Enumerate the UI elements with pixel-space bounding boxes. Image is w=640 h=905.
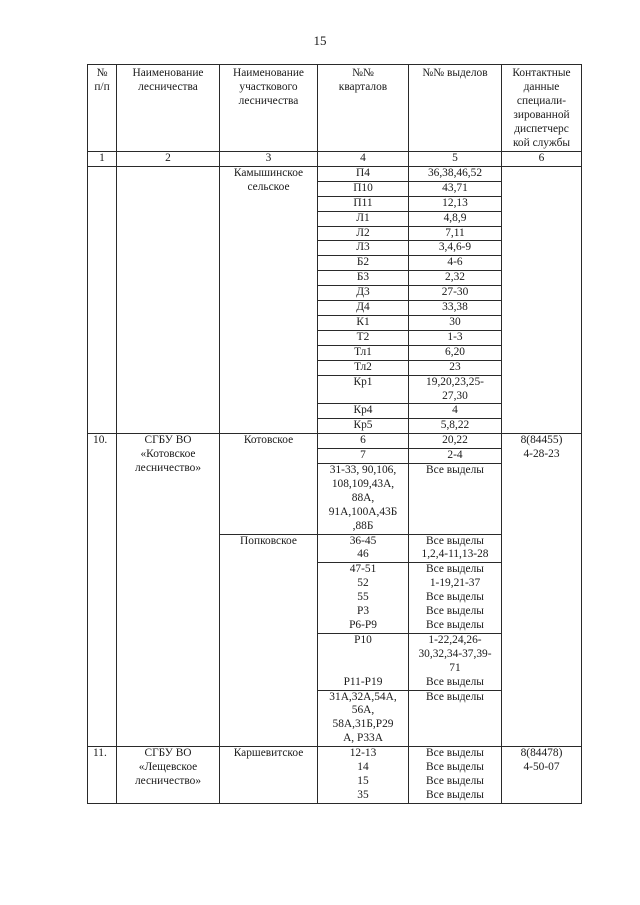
header-forestry [117,65,220,152]
quarters-cell-line: 6 [360,434,366,447]
plots-cell-line: Все выделы [426,761,484,774]
forestry-name [117,747,220,804]
forestry-name-line: лесничество» [134,462,202,475]
column-number: 6 [502,152,582,167]
quarters-cell [318,301,409,316]
quarters-cell-line: 91А,100А,43Б [328,505,398,518]
entry-num [88,747,117,804]
plots-cell-line: 1-3 [447,330,463,343]
quarters-cell-line: 31-33, 90,106, [329,464,397,477]
plots-cell [409,419,502,434]
entry-num-line: 10. [93,434,108,447]
quarters-cell-line: 14 [357,761,369,774]
quarters-cell [318,271,409,286]
plots-cell [409,449,502,464]
district-name-line: сельское [247,180,290,193]
contacts-cell [502,434,582,747]
quarters-cell-line: Р11-Р19 [343,675,383,688]
quarters-cell [318,286,409,301]
column-number: 1 [88,152,117,167]
plots-cell [409,226,502,241]
quarters-cell [318,345,409,360]
header-forestry-line: лесничества [138,80,198,93]
quarters-cell-line: Кр5 [353,419,373,432]
plots-cell-line: 43,71 [442,181,468,194]
quarters-cell [318,434,409,449]
quarters-cell-line: Тл2 [354,360,372,373]
plots-cell-line: 33,38 [442,301,468,314]
entry-num [88,166,117,433]
quarters-cell [318,315,409,330]
forestry-name-line: «Лещевское [138,761,198,774]
plots-cell-line: Все выделы [426,563,484,576]
quarters-cell [318,256,409,271]
header-plots [409,65,502,152]
plots-cell-line: 5,8,22 [440,419,470,432]
column-number: 4 [318,152,409,167]
quarters-cell-line: Л1 [356,211,370,224]
entry-num [88,434,117,747]
header-district-line: лесничества [238,94,299,107]
quarters-cell-line: К1 [356,315,370,328]
quarters-cell-line: ,88Б [352,519,374,532]
forestry-table [87,64,582,804]
district-name-line: Каршевитское [233,747,304,760]
quarters-cell-line: Д3 [356,286,370,299]
plots-cell [409,534,502,563]
plots-cell-line: 1-19,21-37 [429,577,481,590]
quarters-cell [318,241,409,256]
header-num-line: п/п [94,80,110,93]
forestry-name [117,434,220,747]
quarters-cell-line: Тл1 [354,345,372,358]
quarters-cell [318,375,409,404]
plots-cell [409,747,502,804]
quarters-cell [318,166,409,181]
header-contacts [502,65,582,152]
header-row [88,65,582,152]
plots-cell [409,256,502,271]
plots-cell-line: 1,2,4-11,13-28 [421,548,489,561]
plots-cell-line: 20,22 [442,434,468,447]
quarters-cell-line: П10 [353,181,373,194]
quarters-cell [318,690,409,747]
contacts-cell-line: 8(84478) [520,747,563,760]
quarters-cell-line: Т2 [356,330,370,343]
quarters-cell-line: Л2 [356,226,370,239]
quarters-cell-line: Кр4 [353,404,373,417]
quarters-cell [318,464,409,535]
quarters-cell-line: Р3 [356,605,370,618]
plots-cell-line: Все выделы [426,605,484,618]
plots-cell [409,464,502,535]
plots-cell-line: 4-6 [447,256,463,269]
quarters-cell-line: 31А,32А,54А, [329,690,397,703]
plots-cell-line: 27,30 [442,389,468,402]
district-name [220,166,318,433]
plots-cell [409,563,502,634]
column-number: 5 [409,152,502,167]
quarters-cell-line: А, Р33А [343,732,383,745]
quarters-cell [318,534,409,563]
quarters-cell-line: Р10 [354,633,372,646]
plots-cell-line: 2,32 [445,271,465,284]
contacts-cell [502,166,582,433]
quarters-cell-line: 15 [357,774,369,787]
quarters-cell [318,330,409,345]
plots-cell-line: 12,13 [442,196,468,209]
plots-cell [409,286,502,301]
quarters-cell-line: П11 [353,196,373,209]
plots-cell [409,404,502,419]
quarters-cell [318,226,409,241]
quarters-cell [318,747,409,804]
quarters-cell [318,404,409,419]
plots-cell-line: 30 [449,315,461,328]
header-forestry-line: Наименование [132,67,204,79]
district-name-line: Попковское [240,534,297,547]
plots-cell-line: 23 [449,360,461,373]
column-number: 2 [117,152,220,167]
table-row [88,747,582,804]
header-contacts-line: Контактные [512,67,571,79]
quarters-cell [318,633,409,690]
plots-cell [409,360,502,375]
quarters-cell-line: П4 [356,166,370,179]
plots-cell-line: Все выделы [426,591,484,604]
quarters-cell-line [320,662,406,676]
header-quarters [318,65,409,152]
plots-cell-line: 71 [449,661,461,674]
district-name-line: Котовское [243,434,294,447]
contacts-cell-line: 4-28-23 [523,448,560,461]
plots-cell-line: Все выделы [426,690,484,703]
plots-cell-line: Все выделы [426,464,484,477]
plots-cell [409,633,502,690]
column-number: 3 [220,152,318,167]
plots-cell [409,690,502,747]
quarters-cell-line: 36-45 [349,534,377,547]
plots-cell-line: 4,8,9 [443,211,467,224]
quarters-cell-line: 12-13 [349,747,377,760]
plots-cell-line: 3,4,6-9 [438,241,472,254]
column-number-row [88,152,582,167]
header-district [220,65,318,152]
forestry-name-line: лесничество» [134,774,202,787]
header-district-line: участкового [239,80,298,93]
quarters-cell [318,196,409,211]
plots-cell [409,301,502,316]
plots-cell-line: 1-22,24,26- [428,633,482,646]
plots-cell-line: Все выделы [426,675,484,688]
plots-cell [409,434,502,449]
plots-cell [409,271,502,286]
forestry-name-line: СГБУ ВО [144,434,192,447]
quarters-cell-line: 7 [360,449,366,462]
plots-cell [409,211,502,226]
quarters-cell-line: Б3 [356,271,370,284]
quarters-cell-line: 108,109,43А, [331,477,395,490]
header-contacts-line: диспетчерс [514,122,569,135]
district-name-line: Камышинское [233,166,304,179]
quarters-cell [318,360,409,375]
plots-cell-line: Все выделы [426,534,484,547]
page-number: 15 [313,33,327,48]
header-quarters-line: №№ [352,67,374,79]
entry-num-line: 11. [93,747,107,760]
header-contacts-line: зированной [513,108,570,121]
header-plots-line: №№ выделов [422,67,488,79]
quarters-cell-line: 88А, [351,491,375,504]
plots-cell [409,330,502,345]
quarters-cell-line: 56А, [351,704,375,717]
plots-cell-line: Все выделы [426,747,484,760]
district-name [220,747,318,804]
plots-cell-line: 6,20 [445,345,465,358]
forestry-name [117,166,220,433]
quarters-cell-line: Б2 [356,256,370,269]
contacts-cell [502,747,582,804]
quarters-cell-line: Д4 [356,301,370,314]
forestry-name-line: «Котовское [140,448,196,461]
plots-cell [409,345,502,360]
plots-cell-line: 36,38,46,52 [427,166,483,179]
district-name [220,434,318,534]
quarters-cell [318,419,409,434]
plots-cell [409,315,502,330]
contacts-cell-line: 8(84455) [520,434,563,447]
plots-cell-line: 4 [452,404,458,417]
header-num [88,65,117,152]
plots-cell-line: Все выделы [426,619,484,631]
plots-cell [409,166,502,181]
plots-cell-line: 27-30 [441,286,469,299]
plots-cell-line: 30,32,34-37,39- [418,647,492,660]
quarters-cell-line: 47-51 [349,563,377,576]
quarters-cell [318,181,409,196]
plots-cell-line: 7,11 [445,226,465,239]
quarters-cell-line: 55 [357,591,369,604]
plots-cell-line: 19,20,23,25- [426,375,484,388]
quarters-cell-line: Л3 [356,241,370,254]
plots-cell-line: Все выделы [426,788,484,801]
forestry-name-line: СГБУ ВО [144,747,192,760]
quarters-cell-line: Р6-Р9 [349,619,377,631]
table-row [88,434,582,449]
quarters-cell [318,211,409,226]
district-name [220,534,318,747]
quarters-cell-line: Кр1 [353,375,373,388]
header-contacts-line: специали- [516,94,567,107]
header-contacts-line: данные [523,80,560,93]
quarters-cell [318,563,409,634]
plots-cell [409,241,502,256]
header-district-line: Наименование [233,67,304,79]
plots-cell [409,181,502,196]
quarters-cell-line [320,648,406,662]
table-row [88,166,582,181]
header-num-line: № [96,67,108,79]
quarters-cell-line: 46 [357,548,369,561]
plots-cell-line: 2-4 [447,449,463,462]
plots-cell [409,375,502,404]
plots-cell [409,196,502,211]
header-contacts-line: кой службы [512,136,571,149]
quarters-cell-line: 52 [357,577,369,590]
header-quarters-line: кварталов [338,80,388,93]
quarters-cell-line: 35 [357,788,369,801]
quarters-cell [318,449,409,464]
quarters-cell-line: 58А,31Б,Р29 [332,718,394,731]
plots-cell-line: Все выделы [426,774,484,787]
contacts-cell-line: 4-50-07 [523,761,560,774]
